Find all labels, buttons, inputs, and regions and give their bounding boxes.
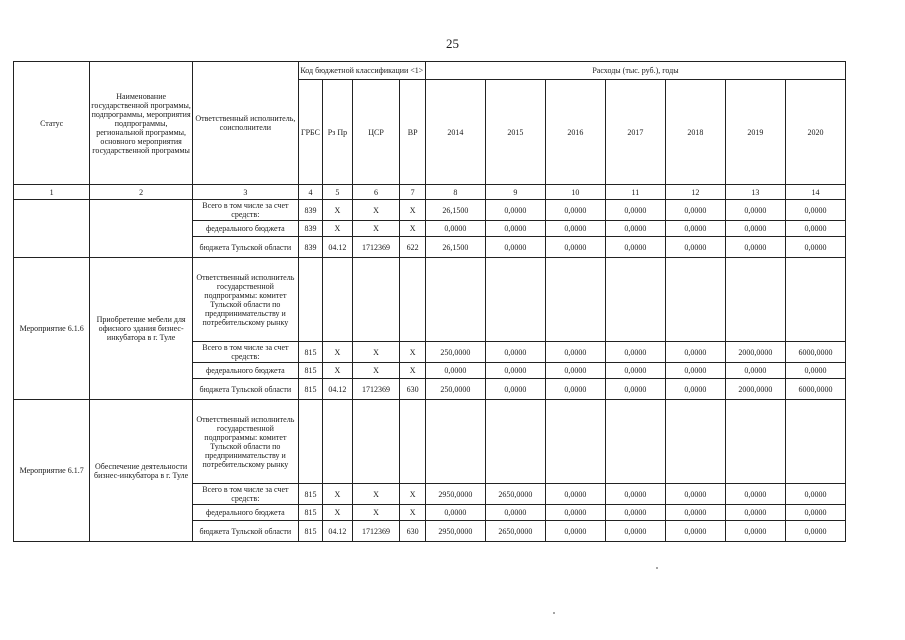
executor-cell: бюджета Тульской области (192, 521, 298, 542)
empty-cell (425, 258, 485, 342)
column-number: 10 (545, 185, 605, 200)
name-cell: Обеспечение деятельности бизнес-инкубатора в г. Туле (90, 400, 193, 542)
empty-cell (352, 258, 400, 342)
value-cell: 2650,0000 (485, 484, 545, 505)
value-cell: 0,0000 (545, 342, 605, 363)
rzpr-cell: X (323, 484, 352, 505)
value-cell: 0,0000 (605, 221, 665, 237)
column-number: 5 (323, 185, 352, 200)
responsible-executor-cell: Ответственный исполнитель государственной подпрограммы: комитет Тульской области по предпринимательству и потребительскому рынку (192, 258, 298, 342)
grbs-cell: 815 (298, 484, 322, 505)
column-number: 7 (400, 185, 425, 200)
budget-table (13, 61, 846, 542)
column-number: 12 (665, 185, 725, 200)
value-cell: 250,0000 (425, 342, 485, 363)
csr-cell: X (352, 363, 400, 379)
csr-cell: 1712369 (352, 379, 400, 400)
value-cell: 2000,0000 (725, 379, 785, 400)
executor-cell: федерального бюджета (192, 505, 298, 521)
value-cell: 0,0000 (725, 521, 785, 542)
header-year: 2017 (605, 80, 665, 185)
executor-cell: бюджета Тульской области (192, 237, 298, 258)
vr-cell: 630 (400, 521, 425, 542)
table-row (14, 258, 846, 342)
table-row (14, 200, 846, 221)
value-cell: 0,0000 (545, 521, 605, 542)
csr-cell: X (352, 484, 400, 505)
value-cell: 0,0000 (485, 505, 545, 521)
empty-cell (785, 400, 845, 484)
empty-cell (605, 258, 665, 342)
header-expenses: Расходы (тыс. руб.), годы (425, 62, 845, 80)
column-number: 11 (605, 185, 665, 200)
empty-cell (665, 258, 725, 342)
value-cell: 0,0000 (665, 521, 725, 542)
empty-cell (298, 258, 322, 342)
column-number: 1 (14, 185, 90, 200)
empty-cell (425, 400, 485, 484)
value-cell: 0,0000 (425, 363, 485, 379)
empty-cell (400, 400, 425, 484)
grbs-cell: 815 (298, 363, 322, 379)
empty-cell (485, 400, 545, 484)
value-cell: 0,0000 (485, 221, 545, 237)
column-number-row (14, 185, 846, 200)
header-vr: ВР (400, 80, 425, 185)
value-cell: 0,0000 (725, 484, 785, 505)
empty-cell (323, 400, 352, 484)
rzpr-cell: X (323, 200, 352, 221)
value-cell: 0,0000 (605, 363, 665, 379)
scan-speck (656, 567, 658, 569)
value-cell: 250,0000 (425, 379, 485, 400)
grbs-cell: 815 (298, 379, 322, 400)
value-cell: 0,0000 (605, 342, 665, 363)
column-number: 14 (785, 185, 845, 200)
value-cell: 0,0000 (665, 200, 725, 221)
value-cell: 0,0000 (545, 379, 605, 400)
header-year: 2016 (545, 80, 605, 185)
grbs-cell: 815 (298, 342, 322, 363)
empty-cell (323, 258, 352, 342)
value-cell: 0,0000 (485, 342, 545, 363)
empty-cell (352, 400, 400, 484)
executor-cell: Всего в том числе за счет средств: (192, 342, 298, 363)
empty-cell (545, 400, 605, 484)
csr-cell: X (352, 221, 400, 237)
value-cell: 0,0000 (545, 363, 605, 379)
empty-cell (485, 258, 545, 342)
value-cell: 0,0000 (485, 200, 545, 221)
value-cell: 0,0000 (605, 484, 665, 505)
rzpr-cell: 04.12 (323, 237, 352, 258)
vr-cell: X (400, 484, 425, 505)
value-cell: 0,0000 (485, 379, 545, 400)
csr-cell: X (352, 505, 400, 521)
column-number: 2 (90, 185, 193, 200)
responsible-executor-cell: Ответственный исполнитель государственной подпрограммы: комитет Тульской области по предпринимательству и потребительскому рынку (192, 400, 298, 484)
value-cell: 0,0000 (605, 505, 665, 521)
empty-cell (400, 258, 425, 342)
value-cell: 2950,0000 (425, 521, 485, 542)
value-cell: 0,0000 (605, 379, 665, 400)
empty-cell (545, 258, 605, 342)
csr-cell: X (352, 342, 400, 363)
value-cell: 0,0000 (725, 363, 785, 379)
vr-cell: 630 (400, 379, 425, 400)
value-cell: 0,0000 (785, 363, 845, 379)
vr-cell: X (400, 200, 425, 221)
empty-cell (605, 400, 665, 484)
value-cell: 6000,0000 (785, 342, 845, 363)
header-year: 2015 (485, 80, 545, 185)
status-cell (14, 200, 90, 258)
rzpr-cell: X (323, 505, 352, 521)
executor-cell: Всего в том числе за счет средств: (192, 200, 298, 221)
status-cell: Мероприятие 6.1.7 (14, 400, 90, 542)
executor-cell: бюджета Тульской области (192, 379, 298, 400)
value-cell: 0,0000 (725, 200, 785, 221)
value-cell: 0,0000 (605, 200, 665, 221)
value-cell: 0,0000 (785, 484, 845, 505)
value-cell: 0,0000 (725, 221, 785, 237)
value-cell: 0,0000 (785, 200, 845, 221)
value-cell: 0,0000 (545, 484, 605, 505)
name-cell: Приобретение мебели для офисного здания бизнес-инкубатора в г. Туле (90, 258, 193, 400)
column-number: 6 (352, 185, 400, 200)
header-executor: Ответственный исполнитель, соисполнители (192, 62, 298, 185)
header-csr: ЦСР (352, 80, 400, 185)
header-year: 2014 (425, 80, 485, 185)
value-cell: 2650,0000 (485, 521, 545, 542)
value-cell: 0,0000 (545, 237, 605, 258)
vr-cell: 622 (400, 237, 425, 258)
csr-cell: X (352, 200, 400, 221)
executor-cell: федерального бюджета (192, 363, 298, 379)
column-number: 4 (298, 185, 322, 200)
scan-speck (553, 612, 555, 614)
executor-cell: федерального бюджета (192, 221, 298, 237)
column-number: 8 (425, 185, 485, 200)
grbs-cell: 839 (298, 200, 322, 221)
csr-cell: 1712369 (352, 237, 400, 258)
rzpr-cell: X (323, 363, 352, 379)
header-grbs: ГРБС (298, 80, 322, 185)
grbs-cell: 839 (298, 237, 322, 258)
value-cell: 0,0000 (665, 237, 725, 258)
column-number: 9 (485, 185, 545, 200)
value-cell: 0,0000 (665, 342, 725, 363)
rzpr-cell: 04.12 (323, 379, 352, 400)
grbs-cell: 815 (298, 505, 322, 521)
grbs-cell: 839 (298, 221, 322, 237)
header-status: Статус (14, 62, 90, 185)
column-number: 3 (192, 185, 298, 200)
value-cell: 0,0000 (665, 221, 725, 237)
grbs-cell: 815 (298, 521, 322, 542)
table-row (14, 400, 846, 484)
value-cell: 0,0000 (425, 221, 485, 237)
vr-cell: X (400, 342, 425, 363)
value-cell: 0,0000 (545, 221, 605, 237)
vr-cell: X (400, 221, 425, 237)
rzpr-cell: 04.12 (323, 521, 352, 542)
empty-cell (725, 400, 785, 484)
page-number: 25 (446, 36, 459, 51)
value-cell: 0,0000 (665, 484, 725, 505)
value-cell: 26,1500 (425, 200, 485, 221)
vr-cell: X (400, 505, 425, 521)
value-cell: 0,0000 (545, 505, 605, 521)
header-rzpr: Рз Пр (323, 80, 352, 185)
value-cell: 0,0000 (545, 200, 605, 221)
header-year: 2020 (785, 80, 845, 185)
header-year: 2019 (725, 80, 785, 185)
value-cell: 0,0000 (605, 521, 665, 542)
header-year: 2018 (665, 80, 725, 185)
value-cell: 0,0000 (665, 363, 725, 379)
value-cell: 0,0000 (785, 221, 845, 237)
csr-cell: 1712369 (352, 521, 400, 542)
empty-cell (785, 258, 845, 342)
empty-cell (665, 400, 725, 484)
value-cell: 0,0000 (785, 521, 845, 542)
empty-cell (298, 400, 322, 484)
vr-cell: X (400, 363, 425, 379)
column-number: 13 (725, 185, 785, 200)
rzpr-cell: X (323, 221, 352, 237)
value-cell: 0,0000 (665, 379, 725, 400)
value-cell: 0,0000 (725, 237, 785, 258)
value-cell: 26,1500 (425, 237, 485, 258)
value-cell: 6000,0000 (785, 379, 845, 400)
executor-cell: Всего в том числе за счет средств: (192, 484, 298, 505)
empty-cell (725, 258, 785, 342)
value-cell: 0,0000 (785, 505, 845, 521)
value-cell: 0,0000 (425, 505, 485, 521)
rzpr-cell: X (323, 342, 352, 363)
value-cell: 0,0000 (665, 505, 725, 521)
header-name: Наименование государственной программы, подпрограммы, мероприятия подпрограммы, региональной программы, основного мероприятия государственной программы (90, 62, 193, 185)
name-cell (90, 200, 193, 258)
value-cell: 2950,0000 (425, 484, 485, 505)
value-cell: 0,0000 (785, 237, 845, 258)
value-cell: 2000,0000 (725, 342, 785, 363)
value-cell: 0,0000 (485, 237, 545, 258)
header-budget-code: Код бюджетной классификации <1> (298, 62, 425, 80)
value-cell: 0,0000 (605, 237, 665, 258)
value-cell: 0,0000 (485, 363, 545, 379)
value-cell: 0,0000 (725, 505, 785, 521)
status-cell: Мероприятие 6.1.6 (14, 258, 90, 400)
